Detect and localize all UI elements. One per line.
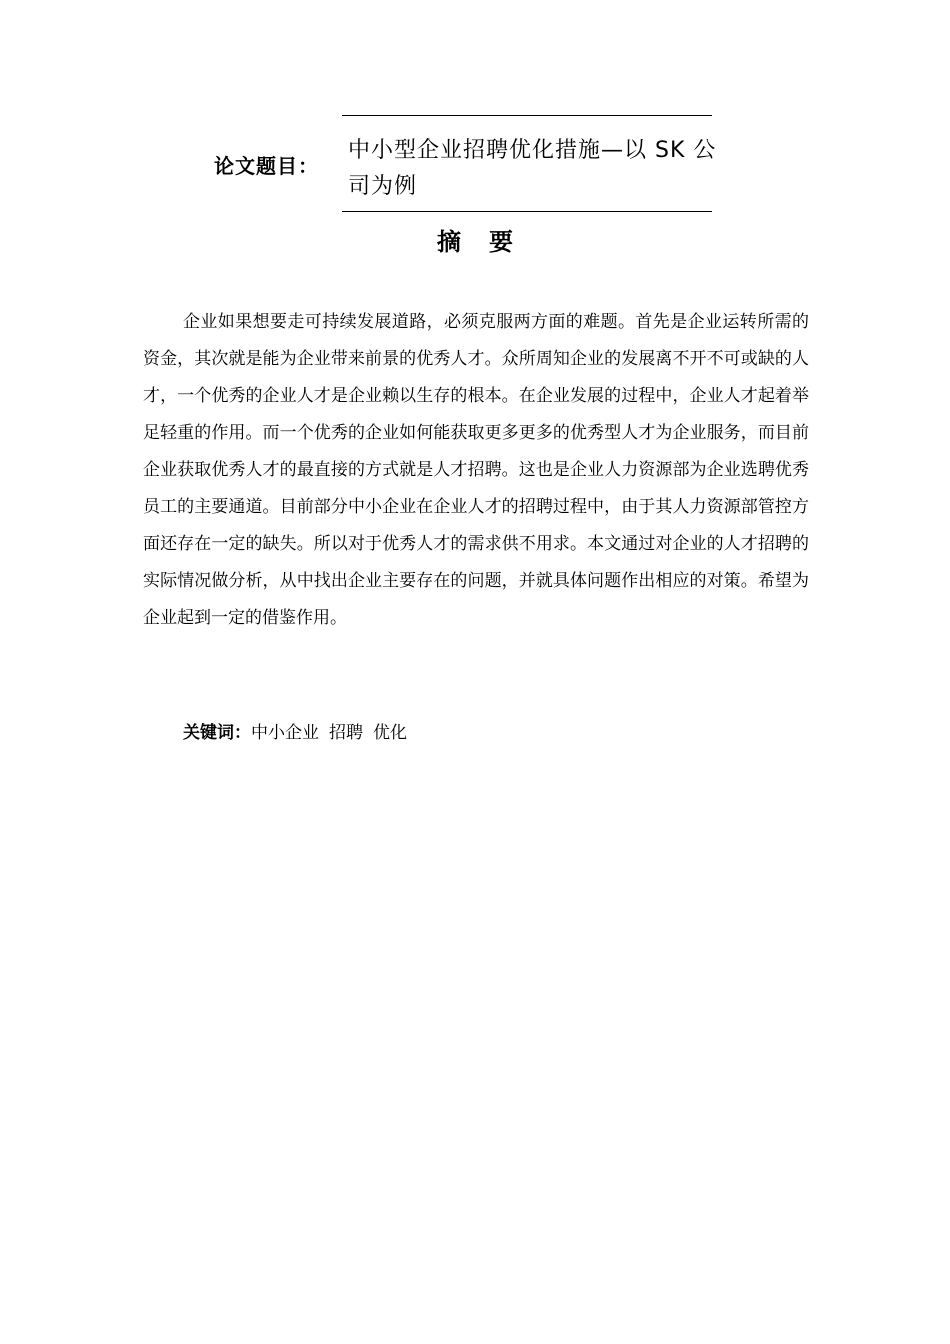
abstract-heading: 摘要 <box>437 228 541 256</box>
keywords-label: 关键词： <box>183 723 251 743</box>
title-rule-top <box>342 115 712 116</box>
abstract-body: 企业如果想要走可持续发展道路，必须克服两方面的难题。首先是企业运转所需的资金，其次就是能为企业带来前景的优秀人才。众所周知企业的发展离不开不可或缺的人才，一个优秀的企业人才是企业赖以生存的根本。在企业发展的过程中，企业人才起着举足轻重的作用。而一个优秀的企业如何能获取更多更多的优秀型人才为企业服务，而目前企业获取优秀人才的最直接的方式就是人才招聘。这也是企业人力资源部为企业选聘优秀员工的主要通道。目前部分中小企业在企业人才的招聘过程中，由于其人力资源部管控方面还存在一定的缺失。所以对于优秀人才的需求供不用求。本文通过对企业的人才招聘的实际情况做分析，从中找出企业主要存在的问题，并就具体问题作出相应的对策。希望为企业起到一定的借鉴作用。 <box>143 312 809 628</box>
thesis-title-block <box>214 115 717 215</box>
thesis-title-label: 论文题目： <box>214 154 319 178</box>
keyword-item: 优化 <box>373 723 407 743</box>
keyword-item: 招聘 <box>329 723 363 743</box>
title-rule-bottom <box>342 211 712 212</box>
keyword-item: 中小企业 <box>251 723 319 743</box>
keywords-line <box>183 718 417 748</box>
thesis-title-value: 中小型企业招聘优化措施—以 SK 公司为例 <box>348 138 717 199</box>
